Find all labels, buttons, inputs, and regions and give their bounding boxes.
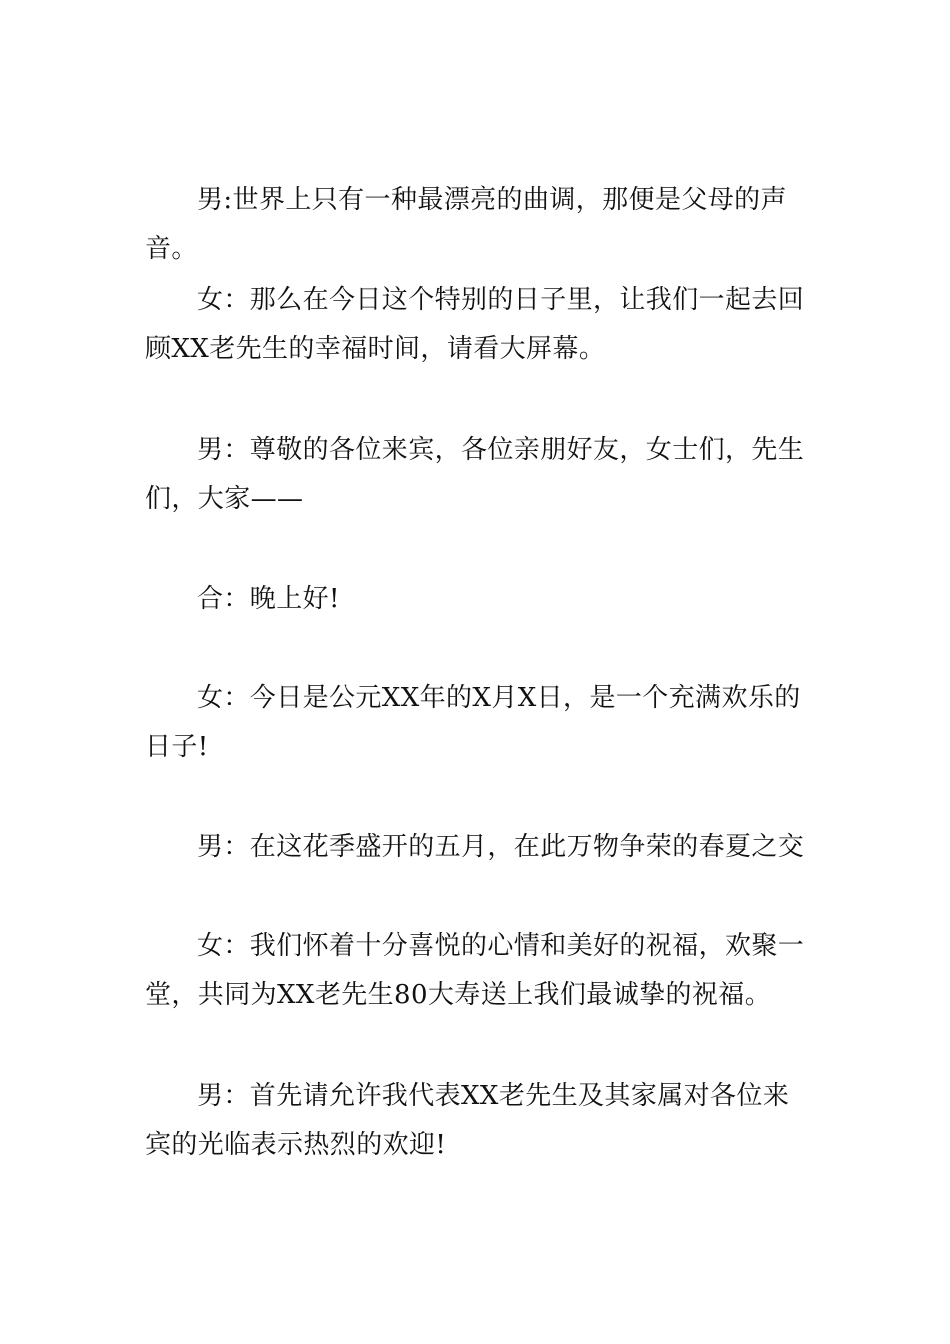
paragraph-male-2: 男：尊敬的各位来宾，各位亲朋好友，女士们，先生们，大家—— (145, 435, 805, 514)
paragraph-female-2: 女：今日是公元XX年的X月X日，是一个充满欢乐的日子! (145, 683, 801, 762)
paragraph-male-3: 男：在这花季盛开的五月，在此万物争荣的春夏之交 (197, 832, 805, 862)
paragraph-male-4: 男：首先请允许我代表XX老先生及其家属对各位来宾的光临表示热烈的欢迎! (145, 1081, 790, 1160)
paragraph-together: 合：晚上好! (197, 584, 340, 614)
paragraph-male-1: 男:世界上只有一种最漂亮的曲调，那便是父母的声音。 (145, 185, 787, 264)
paragraph-female-1: 女：那么在今日这个特别的日子里，让我们一起去回顾XX老先生的幸福时间，请看大屏幕。 (145, 285, 805, 364)
paragraph-female-3: 女：我们怀着十分喜悦的心情和美好的祝福，欢聚一堂，共同为XX老先生80大寿送上我们最诚挚的祝福。 (145, 931, 805, 1010)
